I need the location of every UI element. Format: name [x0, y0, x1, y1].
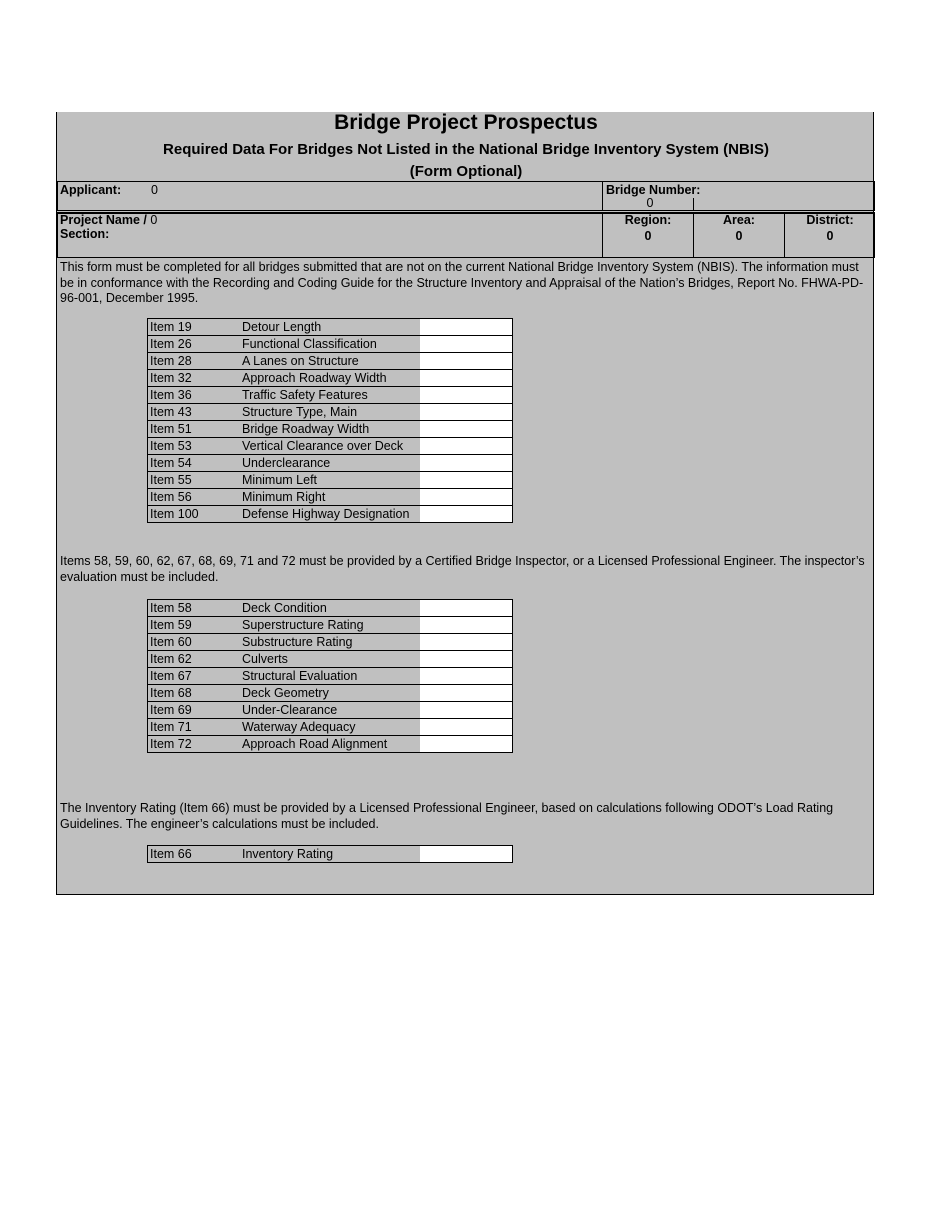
item-number: Item 59	[148, 617, 241, 634]
item-value-input[interactable]	[420, 634, 513, 651]
table-row	[148, 336, 513, 353]
project-name-label: Project Name / 0	[60, 213, 158, 227]
item-description: Minimum Right	[240, 489, 420, 506]
table-row	[148, 846, 513, 863]
project-name-value[interactable]: 0	[150, 213, 158, 227]
item-value-input[interactable]	[420, 719, 513, 736]
item-number: Item 58	[148, 600, 241, 617]
item-description: Vertical Clearance over Deck	[240, 438, 420, 455]
item-description: Waterway Adequacy	[240, 719, 420, 736]
area-value[interactable]: 0	[735, 229, 743, 243]
item-number: Item 55	[148, 472, 241, 489]
table-row	[148, 489, 513, 506]
rating-paragraph: The Inventory Rating (Item 66) must be provided by a Licensed Professional Engineer, based on calculations following ODOT’s Load Rating Guidelines. The engineer’s calculations must be included.	[60, 801, 834, 831]
form-title: Bridge Project Prospectus	[334, 111, 598, 134]
table-row	[148, 719, 513, 736]
item-number: Item 53	[148, 438, 241, 455]
divider	[693, 198, 694, 210]
table-row	[148, 353, 513, 370]
item-value-input[interactable]	[420, 651, 513, 668]
table-row	[148, 506, 513, 523]
item-value-input[interactable]	[420, 370, 513, 387]
table-row	[148, 736, 513, 753]
intro-paragraph: This form must be completed for all bridges submitted that are not on the current National Bridge Inventory System (NBIS). The information must be in conformance with the Recording and Coding Guide for the Structure Inventory and Appraisal of the Nation’s Bridges, Report No. FHWA-PD-96-001, December 1995.	[60, 260, 864, 305]
item-value-input[interactable]	[420, 421, 513, 438]
table-row	[148, 617, 513, 634]
item-number: Item 68	[148, 685, 241, 702]
item-description: Inventory Rating	[240, 846, 420, 863]
item-value-input[interactable]	[420, 455, 513, 472]
section-label: Section:	[60, 227, 110, 241]
table-row	[148, 455, 513, 472]
district-value[interactable]: 0	[826, 229, 834, 243]
item-number: Item 66	[148, 846, 241, 863]
item-description: Bridge Roadway Width	[240, 421, 420, 438]
bridge-prospectus-form	[56, 112, 874, 895]
item-value-input[interactable]	[420, 404, 513, 421]
table-row	[148, 668, 513, 685]
item-value-input[interactable]	[420, 472, 513, 489]
item-description: A Lanes on Structure	[240, 353, 420, 370]
item-value-input[interactable]	[420, 336, 513, 353]
item-value-input[interactable]	[420, 600, 513, 617]
bridge-number-label: Bridge Number:	[606, 183, 701, 197]
table-row	[148, 319, 513, 336]
item-value-input[interactable]	[420, 846, 513, 863]
item-number: Item 28	[148, 353, 241, 370]
applicant-value[interactable]: 0	[151, 183, 158, 197]
item-number: Item 60	[148, 634, 241, 651]
item-description: Under-Clearance	[240, 702, 420, 719]
item-value-input[interactable]	[420, 353, 513, 370]
item-description: Deck Geometry	[240, 685, 420, 702]
item-description: Structural Evaluation	[240, 668, 420, 685]
area-label: Area:	[723, 213, 755, 227]
item-description: Functional Classification	[240, 336, 420, 353]
item-number: Item 56	[148, 489, 241, 506]
district-label: District:	[806, 213, 854, 227]
table-row	[148, 702, 513, 719]
item-value-input[interactable]	[420, 438, 513, 455]
item-number: Item 100	[148, 506, 241, 523]
item-number: Item 54	[148, 455, 241, 472]
item-description: Deck Condition	[240, 600, 420, 617]
item-number: Item 67	[148, 668, 241, 685]
table-row	[148, 438, 513, 455]
item-value-input[interactable]	[420, 668, 513, 685]
divider	[602, 181, 603, 211]
item-description: Underclearance	[240, 455, 420, 472]
item-number: Item 51	[148, 421, 241, 438]
item-value-input[interactable]	[420, 685, 513, 702]
inventory-rating-table	[147, 845, 513, 863]
region-value[interactable]: 0	[644, 229, 652, 243]
item-description: Substructure Rating	[240, 634, 420, 651]
item-description: Approach Road Alignment	[240, 736, 420, 753]
table-row	[148, 387, 513, 404]
item-number: Item 32	[148, 370, 241, 387]
item-number: Item 71	[148, 719, 241, 736]
item-description: Culverts	[240, 651, 420, 668]
item-value-input[interactable]	[420, 506, 513, 523]
table-row	[148, 685, 513, 702]
item-description: Minimum Left	[240, 472, 420, 489]
table-row	[148, 370, 513, 387]
item-value-input[interactable]	[420, 702, 513, 719]
table-row	[148, 600, 513, 617]
form-optional-note: (Form Optional)	[409, 163, 523, 180]
item-number: Item 19	[148, 319, 241, 336]
region-label: Region:	[624, 213, 672, 227]
table-row	[148, 634, 513, 651]
applicant-label: Applicant:	[60, 183, 122, 197]
table-row	[148, 404, 513, 421]
item-number: Item 72	[148, 736, 241, 753]
item-number: Item 36	[148, 387, 241, 404]
item-value-input[interactable]	[420, 617, 513, 634]
item-description: Structure Type, Main	[240, 404, 420, 421]
item-description: Defense Highway Designation	[240, 506, 420, 523]
item-description: Approach Roadway Width	[240, 370, 420, 387]
item-description: Detour Length	[240, 319, 420, 336]
item-description: Superstructure Rating	[240, 617, 420, 634]
item-number: Item 69	[148, 702, 241, 719]
item-value-input[interactable]	[420, 319, 513, 336]
table-row	[148, 421, 513, 438]
form-subtitle: Required Data For Bridges Not Listed in the National Bridge Inventory System (NBIS)	[163, 141, 769, 158]
item-number: Item 43	[148, 404, 241, 421]
nbis-items-table	[147, 318, 513, 523]
table-row	[148, 472, 513, 489]
table-row	[148, 651, 513, 668]
item-value-input[interactable]	[420, 736, 513, 753]
item-description: Traffic Safety Features	[240, 387, 420, 404]
item-number: Item 62	[148, 651, 241, 668]
inspection-items-table	[147, 599, 513, 753]
applicant-row	[57, 181, 875, 211]
item-value-input[interactable]	[420, 387, 513, 404]
item-value-input[interactable]	[420, 489, 513, 506]
inspector-paragraph: Items 58, 59, 60, 62, 67, 68, 69, 71 and 72 must be provided by a Certified Bridge Inspector, or a Licensed Professional Engineer. The inspector’s evaluation must be included.	[60, 554, 865, 584]
item-number: Item 26	[148, 336, 241, 353]
bridge-number-value[interactable]: 0	[646, 196, 654, 210]
